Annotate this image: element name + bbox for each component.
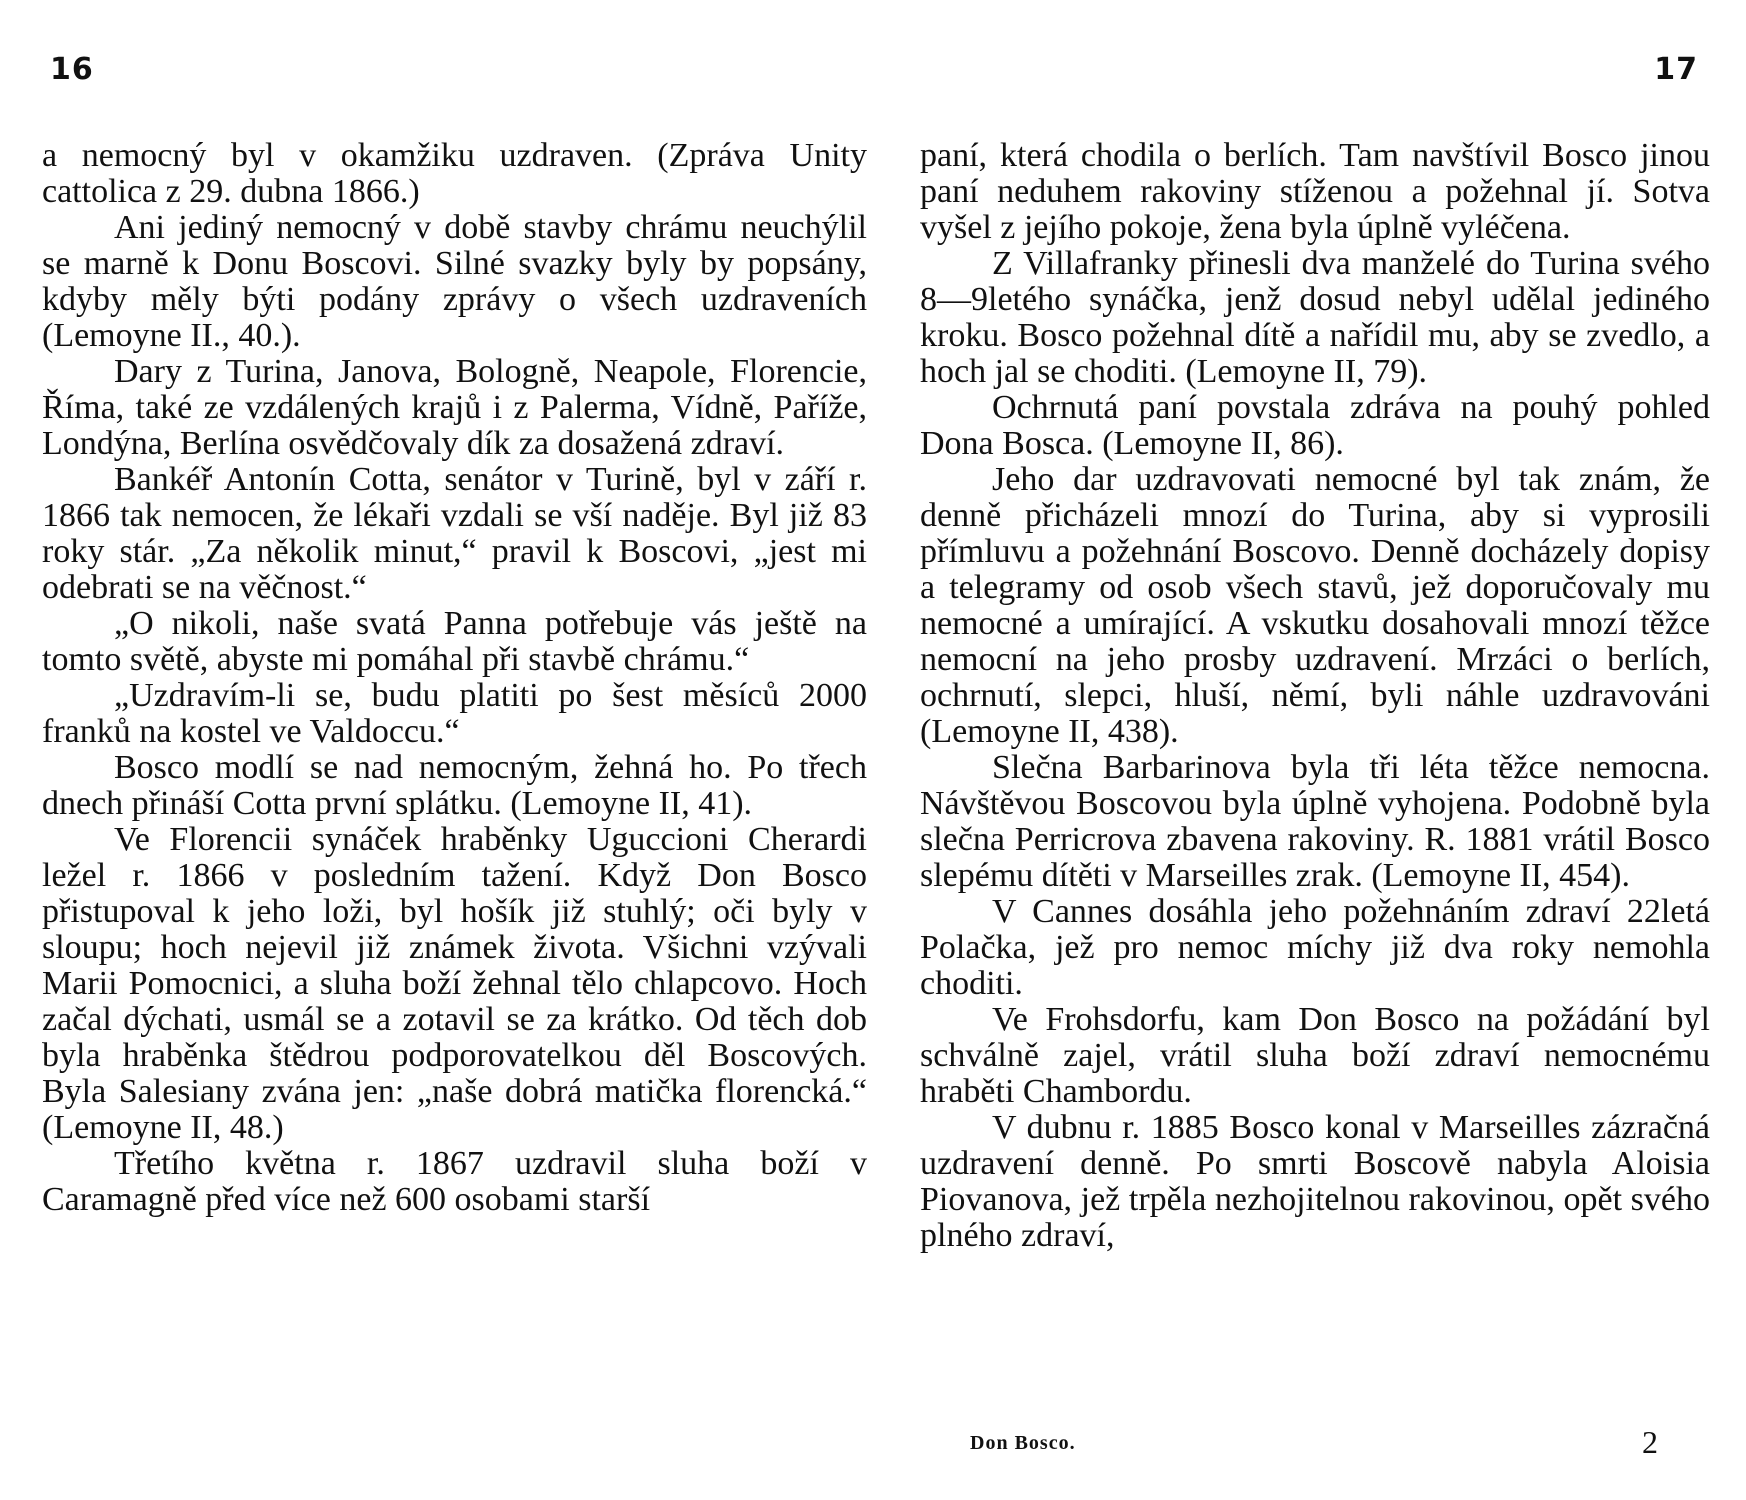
paragraph: Třetího května r. 1867 uzdravil sluha boží v Caramagně před více než 600 osobami starší	[42, 1145, 867, 1218]
page-footer	[970, 1424, 1698, 1472]
paragraph: Ve Frohsdorfu, kam Don Bosco na požádání byl schválně zajel, vrátil sluha boží zdraví nemocnému hraběti Chambordu.	[920, 1001, 1710, 1110]
paragraph: Ochrnutá paní povstala zdráva na pouhý pohled Dona Bosca. (Lemoyne II, 86).	[920, 389, 1710, 462]
page-number: 16	[50, 52, 94, 87]
left-page	[42, 0, 867, 1500]
page-number: 17	[1654, 52, 1698, 87]
paragraph: „O nikoli, naše svatá Panna potřebuje vás ještě na tomto světě, abyste mi pomáhal při stavbě chrámu.“	[42, 605, 867, 678]
paragraph: V dubnu r. 1885 Bosco konal v Marseilles zázračná uzdravení denně. Po smrti Boscově nabyla Aloisia Piovanova, jež trpěla nezhojitelnou rakovinou, opět svého plného zdraví,	[920, 1109, 1710, 1254]
paragraph: Ve Florencii synáček hraběnky Uguccioni Cherardi ležel r. 1866 v posledním tažení. Když Don Bosco přistupoval k jeho loži, byl hošík již stuhlý; oči byly v sloupu; hoch nejevil již známek života. Všichni vzývali Marii Pomocnici, a sluha boží žehnal tělo chlapcovo. Hoch začal dýchati, usmál se a zotavil se za krátko. Od těch dob byla hraběnka štědrou podporovatelkou děl Boscových. Byla Salesiany zvána jen: „naše dobrá matička florencká.“ (Lemoyne II, 48.)	[42, 821, 867, 1146]
paragraph: Ani jediný nemocný v době stavby chrámu neuchýlil se marně k Donu Boscovi. Silné svazky byly by popsány, kdyby měly býti podány zprávy o všech uzdraveních (Lemoyne II., 40.).	[42, 209, 867, 354]
signature-mark: 2	[1642, 1424, 1658, 1460]
page-text	[920, 138, 1710, 1254]
paragraph: V Cannes dosáhla jeho požehnáním zdraví 22letá Polačka, jež pro nemoc míchy již dva roky nemohla choditi.	[920, 893, 1710, 1002]
paragraph: paní, která chodila o berlích. Tam navštívil Bosco jinou paní neduhem rakoviny stíženou a požehnal jí. Sotva vyšel z jejího pokoje, žena byla úplně vyléčena.	[920, 137, 1710, 246]
page-text	[42, 138, 867, 1218]
paragraph: Dary z Turina, Janova, Bologně, Neapole, Florencie, Říma, také ze vzdálených krajů i z Palerma, Vídně, Paříže, Londýna, Berlína osvědčovaly dík za dosažená zdraví.	[42, 353, 867, 462]
paragraph: Jeho dar uzdravovati nemocné byl tak znám, že denně přicházeli mnozí do Turina, aby si vyprosili přímluvu a požehnání Boscovo. Denně docházely dopisy a telegramy od osob všech stavů, jež doporučovaly mu nemocné a umírající. A vskutku dosahovali mnozí těžce nemocní na jeho prosby uzdravení. Mrzáci o berlích, ochrnutí, slepci, hluší, němí, byli náhle uzdravováni (Lemoyne II, 438).	[920, 461, 1710, 750]
paragraph: a nemocný byl v okamžiku uzdraven. (Zpráva Unity cattolica z 29. dubna 1866.)	[42, 137, 867, 210]
right-page	[920, 0, 1710, 1500]
paragraph: Slečna Barbarinova byla tři léta těžce nemocna. Návštěvou Boscovou byla úplně vyhojena. Podobně byla slečna Perricrova zbavena rakoviny. R. 1881 vrátil Bosco slepému dítěti v Marseilles zrak. (Lemoyne II, 454).	[920, 749, 1710, 894]
paragraph: „Uzdravím-li se, budu platiti po šest měsíců 2000 franků na kostel ve Valdoccu.“	[42, 677, 867, 750]
paragraph: Z Villafranky přinesli dva manželé do Turina svého 8—9letého synáčka, jenž dosud nebyl udělal jediného kroku. Bosco požehnal dítě a nařídil mu, aby se zvedlo, a hoch jal se choditi. (Lemoyne II, 79).	[920, 245, 1710, 390]
paragraph: Bosco modlí se nad nemocným, žehná ho. Po třech dnech přináší Cotta první splátku. (Lemoyne II, 41).	[42, 749, 867, 822]
footer-title: Don Bosco.	[970, 1432, 1076, 1454]
paragraph: Bankéř Antonín Cotta, senátor v Turině, byl v září r. 1866 tak nemocen, že lékaři vzdali se vší naděje. Byl již 83 roky stár. „Za několik minut,“ pravil k Boscovi, „jest mi odebrati se na věčnost.“	[42, 461, 867, 606]
